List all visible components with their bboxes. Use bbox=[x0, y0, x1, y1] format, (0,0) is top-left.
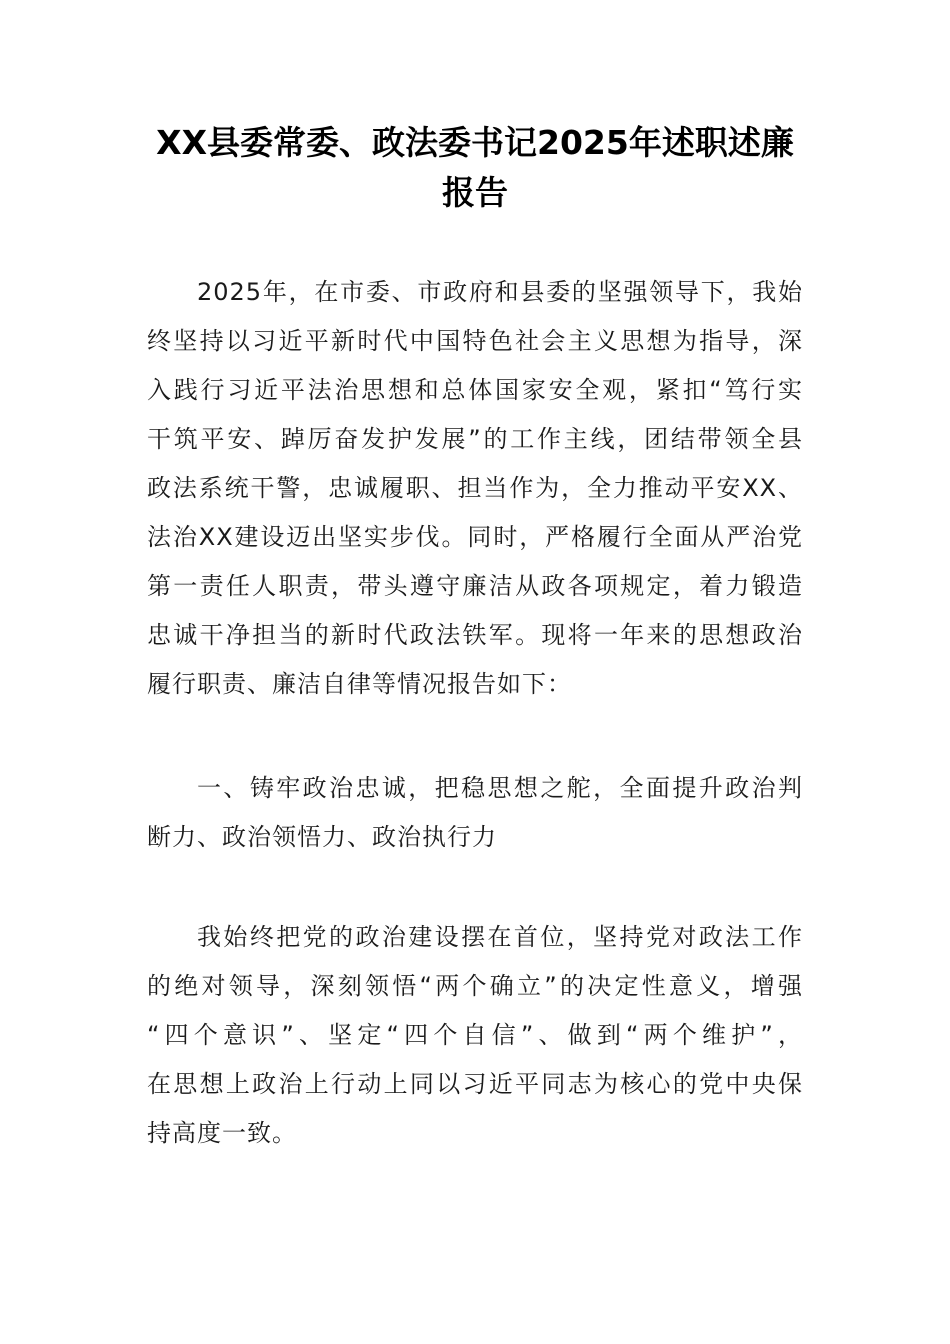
document-title-line-2: 报告 bbox=[442, 173, 508, 212]
section-body-line: 我始终把党的政治建设摆在首位，坚持党对政法工作 bbox=[197, 923, 803, 951]
section-heading-line: 断力、政治领悟力、政治执行力 bbox=[147, 823, 497, 851]
section-body-line: 的绝对领导，深刻领悟“两个确立”的决定性意义，增强 bbox=[147, 972, 803, 1000]
intro-line: 2025年，在市委、市政府和县委的坚强领导下，我始 bbox=[197, 278, 803, 306]
intro-line: 干筑平安、踔厉奋发护发展”的工作主线，团结带领全县 bbox=[147, 425, 803, 453]
intro-line: 忠诚干净担当的新时代政法铁军。现将一年来的思想政治 bbox=[147, 621, 803, 649]
document-title-line-1: XX县委常委、政法委书记2025年述职述廉 bbox=[156, 123, 794, 162]
intro-line: 入践行习近平法治思想和总体国家安全观，紧扣“笃行实 bbox=[147, 376, 803, 404]
intro-line: 第一责任人职责，带头遵守廉洁从政各项规定，着力锻造 bbox=[147, 572, 803, 600]
section-body-line: 在思想上政治上行动上同以习近平同志为核心的党中央保 bbox=[147, 1070, 803, 1098]
section-body-line: “四个意识”、坚定“四个自信”、做到“两个维护”， bbox=[147, 1021, 803, 1049]
intro-line: 履行职责、廉洁自律等情况报告如下： bbox=[147, 670, 572, 698]
intro-line: 法治XX建设迈出坚实步伐。同时，严格履行全面从严治党 bbox=[147, 523, 803, 551]
intro-line: 终坚持以习近平新时代中国特色社会主义思想为指导，深 bbox=[147, 327, 803, 355]
intro-line: 政法系统干警，忠诚履职、担当作为，全力推动平安XX、 bbox=[147, 474, 803, 502]
section-body-line: 持高度一致。 bbox=[147, 1119, 297, 1147]
section-heading-line: 一、铸牢政治忠诚，把稳思想之舵，全面提升政治判 bbox=[197, 774, 803, 802]
